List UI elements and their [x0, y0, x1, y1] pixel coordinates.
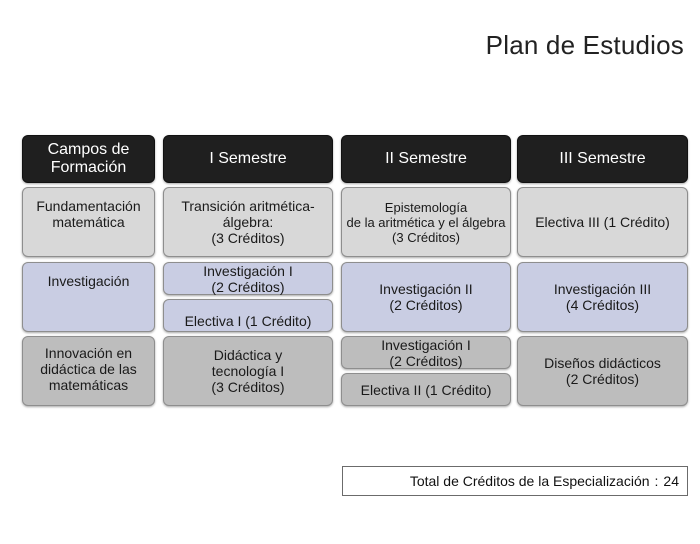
campo-fundamentacion-matematica [22, 187, 155, 257]
header-semestre-1 [163, 135, 333, 183]
total-creditos-label: Total de Créditos de la Especialización [409, 473, 650, 489]
total-creditos-value: 24 [663, 473, 679, 489]
sem1-didactica-label: Didáctica y tecnología I (3 Créditos) [211, 347, 285, 395]
header-semestre-1-label: I Semestre [209, 150, 287, 167]
sem2-investigacion-2 [341, 262, 511, 332]
sem1-investigacion-label: Investigación I (2 Créditos) [203, 262, 293, 295]
sem3-disenos-label: Diseños didácticos (2 Créditos) [544, 355, 661, 387]
campo-investigacion-label: Investigación [47, 273, 130, 289]
sem3-electiva-label: Electiva III (1 Crédito) [535, 214, 670, 230]
sem1-didactica-tecnologia-1 [163, 336, 333, 406]
sem2-epistemologia [341, 187, 511, 257]
sem2-electiva-label: Electiva II (1 Crédito) [360, 381, 492, 398]
sem3-investigacion-3 [517, 262, 688, 332]
campo-innovacion-label: Innovación en didáctica de las matemáticas [40, 345, 137, 393]
sem1-electiva-1 [163, 299, 333, 332]
sem1-investigacion-1 [163, 262, 333, 295]
campo-fundamentacion-label: Fundamentación matemática [36, 198, 141, 230]
sem3-investigacion-label: Investigación III (4 Créditos) [553, 281, 652, 313]
header-semestre-2 [341, 135, 511, 183]
sem1-transicion-label: Transición aritmética- álgebra: (3 Créditos) [181, 198, 315, 246]
sem3-disenos-didacticos [517, 336, 688, 406]
total-creditos-box [342, 466, 688, 496]
total-creditos-separator: : [654, 473, 659, 489]
sem1-electiva-label: Electiva I (1 Crédito) [184, 313, 312, 329]
header-campos-de-formacion [22, 135, 155, 183]
header-semestre-3 [517, 135, 688, 183]
sem2-investigacion-1 [341, 336, 511, 369]
sem1-transicion-aritmetica-algebra [163, 187, 333, 257]
header-semestre-2-label: II Semestre [385, 150, 467, 167]
header-semestre-3-label: III Semestre [559, 150, 646, 167]
header-campos-label: Campos de Formación [47, 141, 130, 176]
campo-investigacion [22, 262, 155, 332]
sem2-electiva-2 [341, 373, 511, 406]
page-title: Plan de Estudios [485, 30, 684, 60]
campo-innovacion-didactica [22, 336, 155, 406]
sem2-investigacion-b-label: Investigación I (2 Créditos) [381, 336, 471, 369]
sem3-electiva-3 [517, 187, 688, 257]
sem2-investigacion-label: Investigación II (2 Créditos) [379, 281, 473, 313]
sem2-epistemologia-label: Epistemología de la aritmética y el álgebra (3 Créditos) [346, 199, 506, 245]
